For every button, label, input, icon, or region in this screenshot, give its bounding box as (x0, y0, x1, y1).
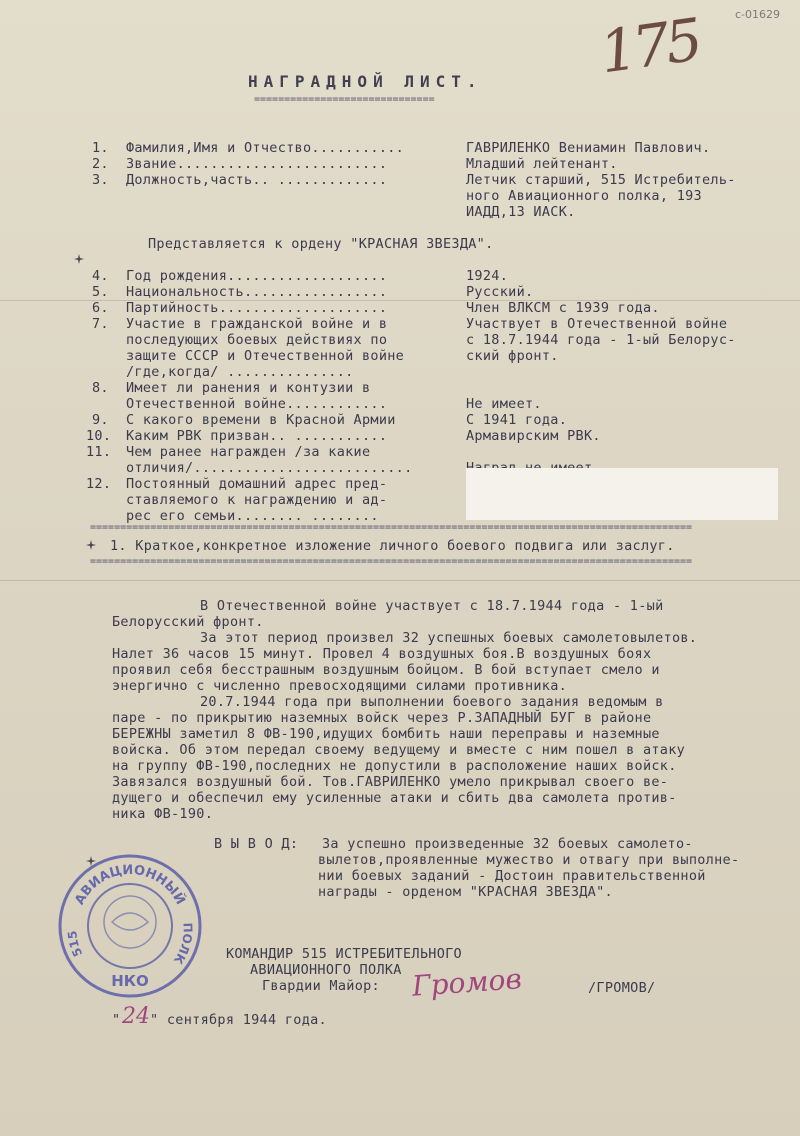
stamp-left-text: 515 (65, 929, 86, 959)
item-3-label: Должность,часть.. ............. (126, 172, 388, 188)
stamp-right-text: ПОЛК (170, 922, 195, 967)
document-title: НАГРАДНОЙ ЛИСТ. (248, 72, 483, 91)
conclusion-line: За успешно произведенные 32 боевых самолето- (322, 836, 693, 852)
item-3-number: 3. (92, 172, 109, 188)
body-line: паре - по прикрытию наземных войск через Р.ЗАПАДНЫЙ БУГ в районе (112, 710, 652, 726)
item-4-value: 1924. (466, 268, 509, 284)
item-7-label: /где,когда/ ............... (126, 364, 362, 380)
item-5-label: Национальность................. (126, 284, 388, 300)
commander-rank: Гвардии Майор: (262, 978, 380, 994)
item-4-number: 4. (92, 268, 109, 284)
item-10-value: Армавирским РВК. (466, 428, 601, 444)
item-2-value: Младший лейтенант. (466, 156, 618, 172)
item-7-label: защите СССР и Отечественной войне (126, 348, 405, 364)
item-3-value: Летчик старший, 515 Истребитель- (466, 172, 736, 188)
body-line: на группу ФВ-190,последних не допустили в расположение наших войск. (112, 758, 677, 774)
paper-crease (0, 300, 800, 301)
item-5-value: Русский. (466, 284, 534, 300)
stamp-bottom-text: НКО (111, 972, 149, 990)
item-2-label: Звание......................... (126, 156, 388, 172)
item-2-number: 2. (92, 156, 109, 172)
item-7-number: 7. (92, 316, 109, 332)
item-11-label: Чем ранее награжден /за какие (126, 444, 371, 460)
item-4-label: Год рождения................... (126, 268, 388, 284)
item-11-label: отличия/.......................... (126, 460, 413, 476)
item-9-number: 9. (92, 412, 109, 428)
item-6-value: Член ВЛКСМ с 1939 года. (466, 300, 660, 316)
item-5-number: 5. (92, 284, 109, 300)
body-line: Налет 36 часов 15 минут. Провел 4 воздушных боя.В воздушных боях (112, 646, 652, 662)
punch-mark-icon (86, 856, 96, 866)
item-12-number: 12. (86, 476, 112, 492)
date-month-year: " сентября 1944 года. (150, 1012, 327, 1028)
item-8-value: Не имеет. (466, 396, 542, 412)
body-line: БЕРЕЖНЫ заметил 8 ФВ-190,идущих бомбить наши переправы и наземные (112, 726, 660, 742)
body-line: Белорусский фронт. (112, 614, 264, 630)
section-rule: ==================================================================================================== (90, 556, 693, 567)
punch-mark-icon (74, 254, 84, 264)
item-12-label: Постоянный домашний адрес пред- (126, 476, 388, 492)
section-heading: 1. Краткое,конкретное изложение личного боевого подвига или заслуг. (110, 538, 675, 554)
svg-text:515 (65, 930, 85, 959)
title-rule: ============================== (254, 94, 435, 105)
item-10-label: Каким РВК призван.. ........... (126, 428, 388, 444)
regiment-stamp (56, 852, 204, 1000)
date-open-quote: " (112, 1012, 121, 1028)
body-line: В Отечественной войне участвует с 18.7.1944 года - 1-ый (200, 598, 664, 614)
item-1-number: 1. (92, 140, 109, 156)
archive-code: c-01629 (734, 8, 780, 21)
body-line: За этот период произвел 32 успешных боевых самолетовылетов. (200, 630, 698, 646)
body-line: ника ФВ-190. (112, 806, 214, 822)
item-3-value-cont: ИАДД,13 ИАСК. (466, 204, 576, 220)
item-8-number: 8. (92, 380, 109, 396)
item-10-number: 10. (86, 428, 112, 444)
conclusion-label: В Ы В О Д: (214, 836, 299, 852)
item-1-value: ГАВРИЛЕНКО Вениамин Павлович. (466, 140, 711, 156)
section-rule: ==================================================================================================== (90, 522, 693, 533)
order-nomination: Представляется к ордену "КРАСНАЯ ЗВЕЗДА". (148, 236, 494, 252)
redacted-address-block (466, 468, 778, 520)
item-12-label: ставляемого к награждению и ад- (126, 492, 388, 508)
item-7-label: последующих боевых действиях по (126, 332, 388, 348)
body-line: энергично с численно превосходящими силами противника. (112, 678, 568, 694)
item-7-value: Участвует в Отечественной войне (466, 316, 728, 332)
item-6-label: Партийность.................... (126, 300, 388, 316)
conclusion-line: награды - орденом "КРАСНАЯ ЗВЕЗДА". (318, 884, 613, 900)
item-3-value-cont: ного Авиационного полка, 193 (466, 188, 702, 204)
item-9-label: С какого времени в Красной Армии (126, 412, 396, 428)
paper-crease (0, 580, 800, 581)
body-line: 20.7.1944 года при выполнении боевого задания ведомым в (200, 694, 664, 710)
commander-title: АВИАЦИОННОГО ПОЛКА (250, 962, 402, 978)
body-line: проявил себя бесстрашным воздушным бойцом. В бой вступает смело и (112, 662, 660, 678)
stamp-top-text: АВИАЦИОННЫЙ (72, 862, 188, 908)
commander-signature: Громов (410, 962, 523, 1003)
commander-title: КОМАНДИР 515 ИСТРЕБИТЕЛЬНОГО (226, 946, 462, 962)
punch-mark-icon (86, 540, 96, 550)
item-8-label: Отечественной войне............ (126, 396, 388, 412)
body-line: войска. Об этом передал своему ведущему и вместе с ним пошел в атаку (112, 742, 686, 758)
body-line: дущего и обеспечил ему усиленные атаки и сбить два самолета против- (112, 790, 677, 806)
body-line: Завязался воздушный бой. Тов.ГАВРИЛЕНКО умело прикрывал своего ве- (112, 774, 669, 790)
commander-name: /ГРОМОВ/ (588, 980, 656, 996)
item-11-number: 11. (86, 444, 112, 460)
conclusion-line: вылетов,проявленные мужество и отвагу при выполне- (318, 852, 740, 868)
item-8-label: Имеет ли ранения и контузии в (126, 380, 371, 396)
item-9-value: С 1941 года. (466, 412, 568, 428)
date-day-handwritten: 24 (122, 1004, 150, 1029)
conclusion-line: нии боевых заданий - Достоин правительственной (318, 868, 706, 884)
item-12-label: рес его семьи........ ........ (126, 508, 379, 524)
item-6-number: 6. (92, 300, 109, 316)
item-7-value: ский фронт. (466, 348, 559, 364)
item-1-label: Фамилия,Имя и Отчество........... (126, 140, 405, 156)
item-7-value: с 18.7.1944 года - 1-ый Белорус- (466, 332, 736, 348)
item-7-label: Участие в гражданской войне и в (126, 316, 388, 332)
handwritten-page-number: 175 (595, 5, 703, 87)
